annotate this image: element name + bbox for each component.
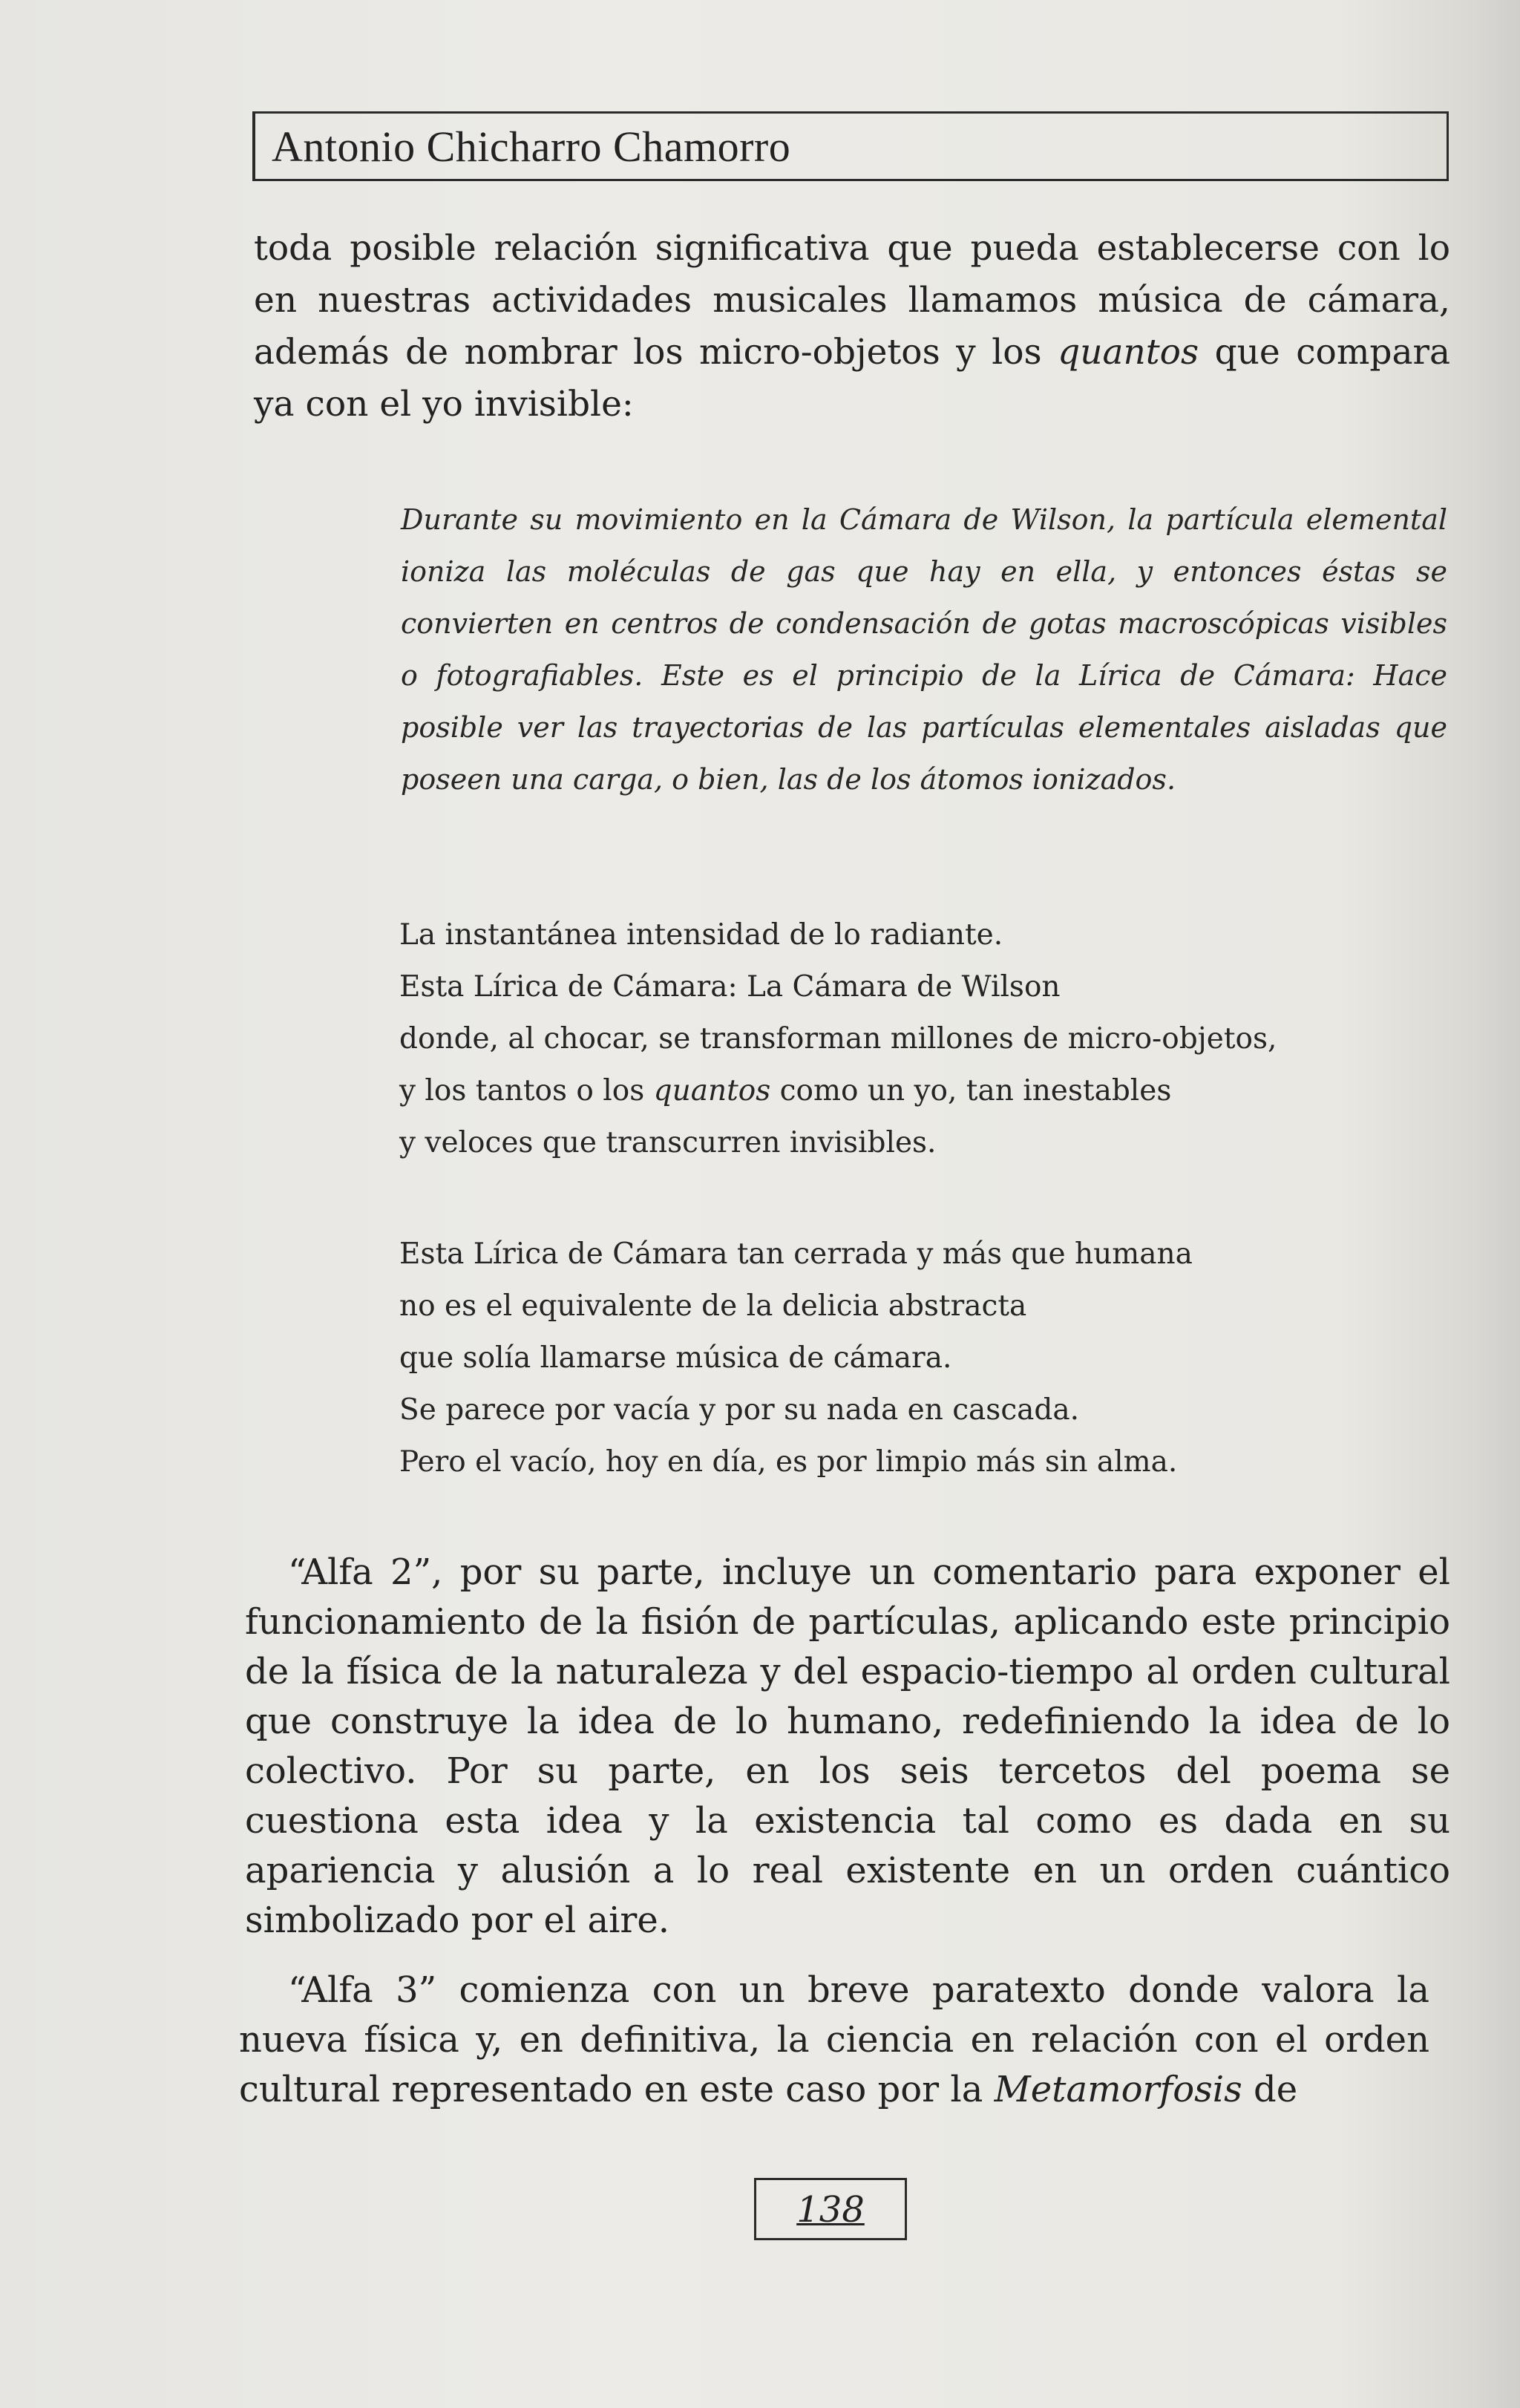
poem-line: Esta Lírica de Cámara: La Cámara de Wilson <box>399 970 1061 1004</box>
poem-italic-term: quantos <box>653 1074 771 1108</box>
poem-line: no es el equivalente de la delicia abstracta <box>399 1289 1027 1323</box>
running-header <box>252 111 1449 181</box>
poem-line: y veloces que transcurren invisibles. <box>399 1126 937 1159</box>
poem-stanza-2 <box>399 1228 1193 1488</box>
poem-line: donde, al chocar, se transforman millones de micro-objetos, <box>399 1022 1277 1056</box>
page-number: 138 <box>796 2189 865 2231</box>
poem-line: Pero el vacío, hoy en día, es por limpio más sin alma. <box>399 1445 1178 1479</box>
poem-line: La instantánea intensidad de lo radiante. <box>399 918 1003 952</box>
alfa3-paragraph <box>239 1966 1429 2115</box>
intro-italic-term: quantos <box>1058 332 1199 373</box>
poem-stanza-1 <box>399 909 1277 1169</box>
intro-text-part2: que compara ya con el yo invisible: <box>254 332 1450 425</box>
header-author-name: Antonio Chicharro Chamorro <box>272 122 791 171</box>
block-quote: Durante su movimiento en la Cámara de Wilson, la partícula elemental ioniza las moléculas de gas que hay en ella, y entonces éstas se convierten en centros de condensación de gotas macroscópicas visibles o fotografiables. Este es el principio de la Lírica de Cámara: Hace posible ver las trayectorias de las partículas elementales aisladas que poseen una carga, o bien, las de los átomos ionizados. <box>401 503 1447 796</box>
intro-paragraph <box>254 223 1450 431</box>
poem-line-part: y los tantos o los <box>399 1074 654 1108</box>
alfa3-text-part1: “Alfa 3” comienza con un breve paratexto donde valora la nueva física y, en definitiva, la ciencia en relación con el orden cultural representado en este caso por la <box>239 1969 1429 2110</box>
poem-line: Se parece por vacía y por su nada en cascada. <box>399 1393 1080 1427</box>
poem-line <box>399 1065 1277 1117</box>
intro-text-part1: toda posible relación significativa que pueda establecerse con lo en nuestras actividades musicales llamamos música de cámara, además de nombrar los micro-objetos y los <box>254 228 1450 373</box>
page-number-box <box>754 2178 907 2240</box>
alfa3-text-part2: de <box>1242 2069 1298 2110</box>
alfa3-italic-title: Metamorfosis <box>994 2069 1242 2110</box>
poem-line-part: como un yo, tan inestables <box>770 1074 1172 1108</box>
poem-line: Esta Lírica de Cámara tan cerrada y más que humana <box>399 1237 1193 1271</box>
poem-line: que solía llamarse música de cámara. <box>399 1341 952 1375</box>
alfa2-paragraph: “Alfa 2”, por su parte, incluye un comentario para exponer el funcionamiento de la fisión de partículas, aplicando este principio de la física de la naturaleza y del espacio-tiempo al orden cultural que construye la idea de lo humano, redefiniendo la idea de lo colectivo. Por su parte, en los seis tercetos del poema se cuestiona esta idea y la existencia tal como es dada en su apariencia y alusión a lo real existente en un orden cuántico simbolizado por el aire. <box>245 1551 1450 1941</box>
